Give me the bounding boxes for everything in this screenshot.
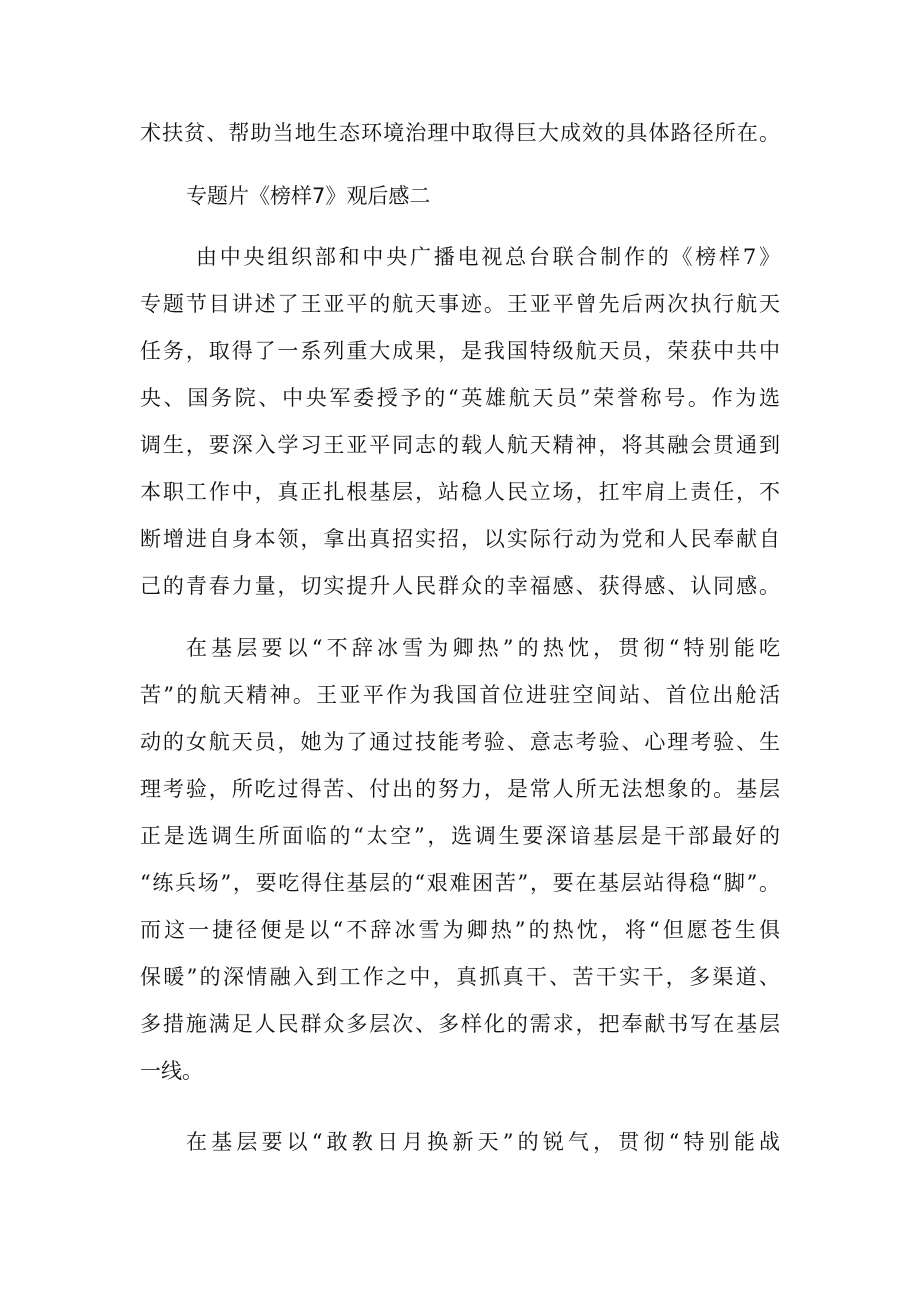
paragraph-3-line-1: 在基层要以“敢教日月换新天”的锐气，贯彻“特别能战 xyxy=(186,1130,780,1154)
paragraph-1-line-4: 央、国务院、中央军委授予的“英雄航天员”荣誉称号。作为选 xyxy=(140,386,780,410)
paragraph-2-line-8: 保暖”的深情融入到工作之中，真抓真干、苦干实干，多渠道、 xyxy=(140,965,780,989)
paragraph-2-line-5: 正是选调生所面临的“太空”，选调生要深谙基层是干部最好的 xyxy=(140,824,780,848)
paragraph-2-line-3: 动的女航天员，她为了通过技能考验、意志考验、心理考验、生 xyxy=(140,730,780,754)
paragraph-1-line-7: 断增进自身本领，拿出真招实招，以实际行动为党和人民奉献自 xyxy=(140,527,780,551)
paragraph-2-line-1: 在基层要以“不辞冰雪为卿热”的热忱，贯彻“特别能吃 xyxy=(186,636,780,660)
paragraph-1-line-3: 任务，取得了一系列重大成果，是我国特级航天员，荣获中共中 xyxy=(140,339,780,363)
paragraph-2-line-10: 一线。 xyxy=(140,1059,203,1083)
paragraph-1-line-8: 己的青春力量，切实提升人民群众的幸福感、获得感、认同感。 xyxy=(140,574,780,598)
paragraph-1-line-5: 调生，要深入学习王亚平同志的载人航天精神，将其融会贯通到 xyxy=(140,433,780,457)
text-line-1: 术扶贫、帮助当地生态环境治理中取得巨大成效的具体路径所在。 xyxy=(140,121,780,145)
paragraph-1-line-1: 由中央组织部和中央广播电视总台联合制作的《榜样7》 xyxy=(196,245,780,269)
paragraph-1-line-2: 专题节目讲述了王亚平的航天事迹。王亚平曾先后两次执行航天 xyxy=(140,292,780,316)
paragraph-2-line-6: “练兵场”，要吃得住基层的“艰难困苦”，要在基层站得稳“脚”。 xyxy=(140,871,780,895)
paragraph-2-line-2: 苦”的航天精神。王亚平作为我国首位进驻空间站、首位出舱活 xyxy=(140,683,780,707)
paragraph-1-line-6: 本职工作中，真正扎根基层，站稳人民立场，扛牢肩上责任，不 xyxy=(140,480,780,504)
paragraph-2-line-4: 理考验，所吃过得苦、付出的努力，是常人所无法想象的。基层 xyxy=(140,777,780,801)
paragraph-2-line-9: 多措施满足人民群众多层次、多样化的需求，把奉献书写在基层 xyxy=(140,1012,780,1036)
section-heading: 专题片《榜样7》观后感二 xyxy=(186,184,431,208)
paragraph-2-line-7: 而这一捷径便是以“不辞冰雪为卿热”的热忱，将“但愿苍生俱 xyxy=(140,918,780,942)
